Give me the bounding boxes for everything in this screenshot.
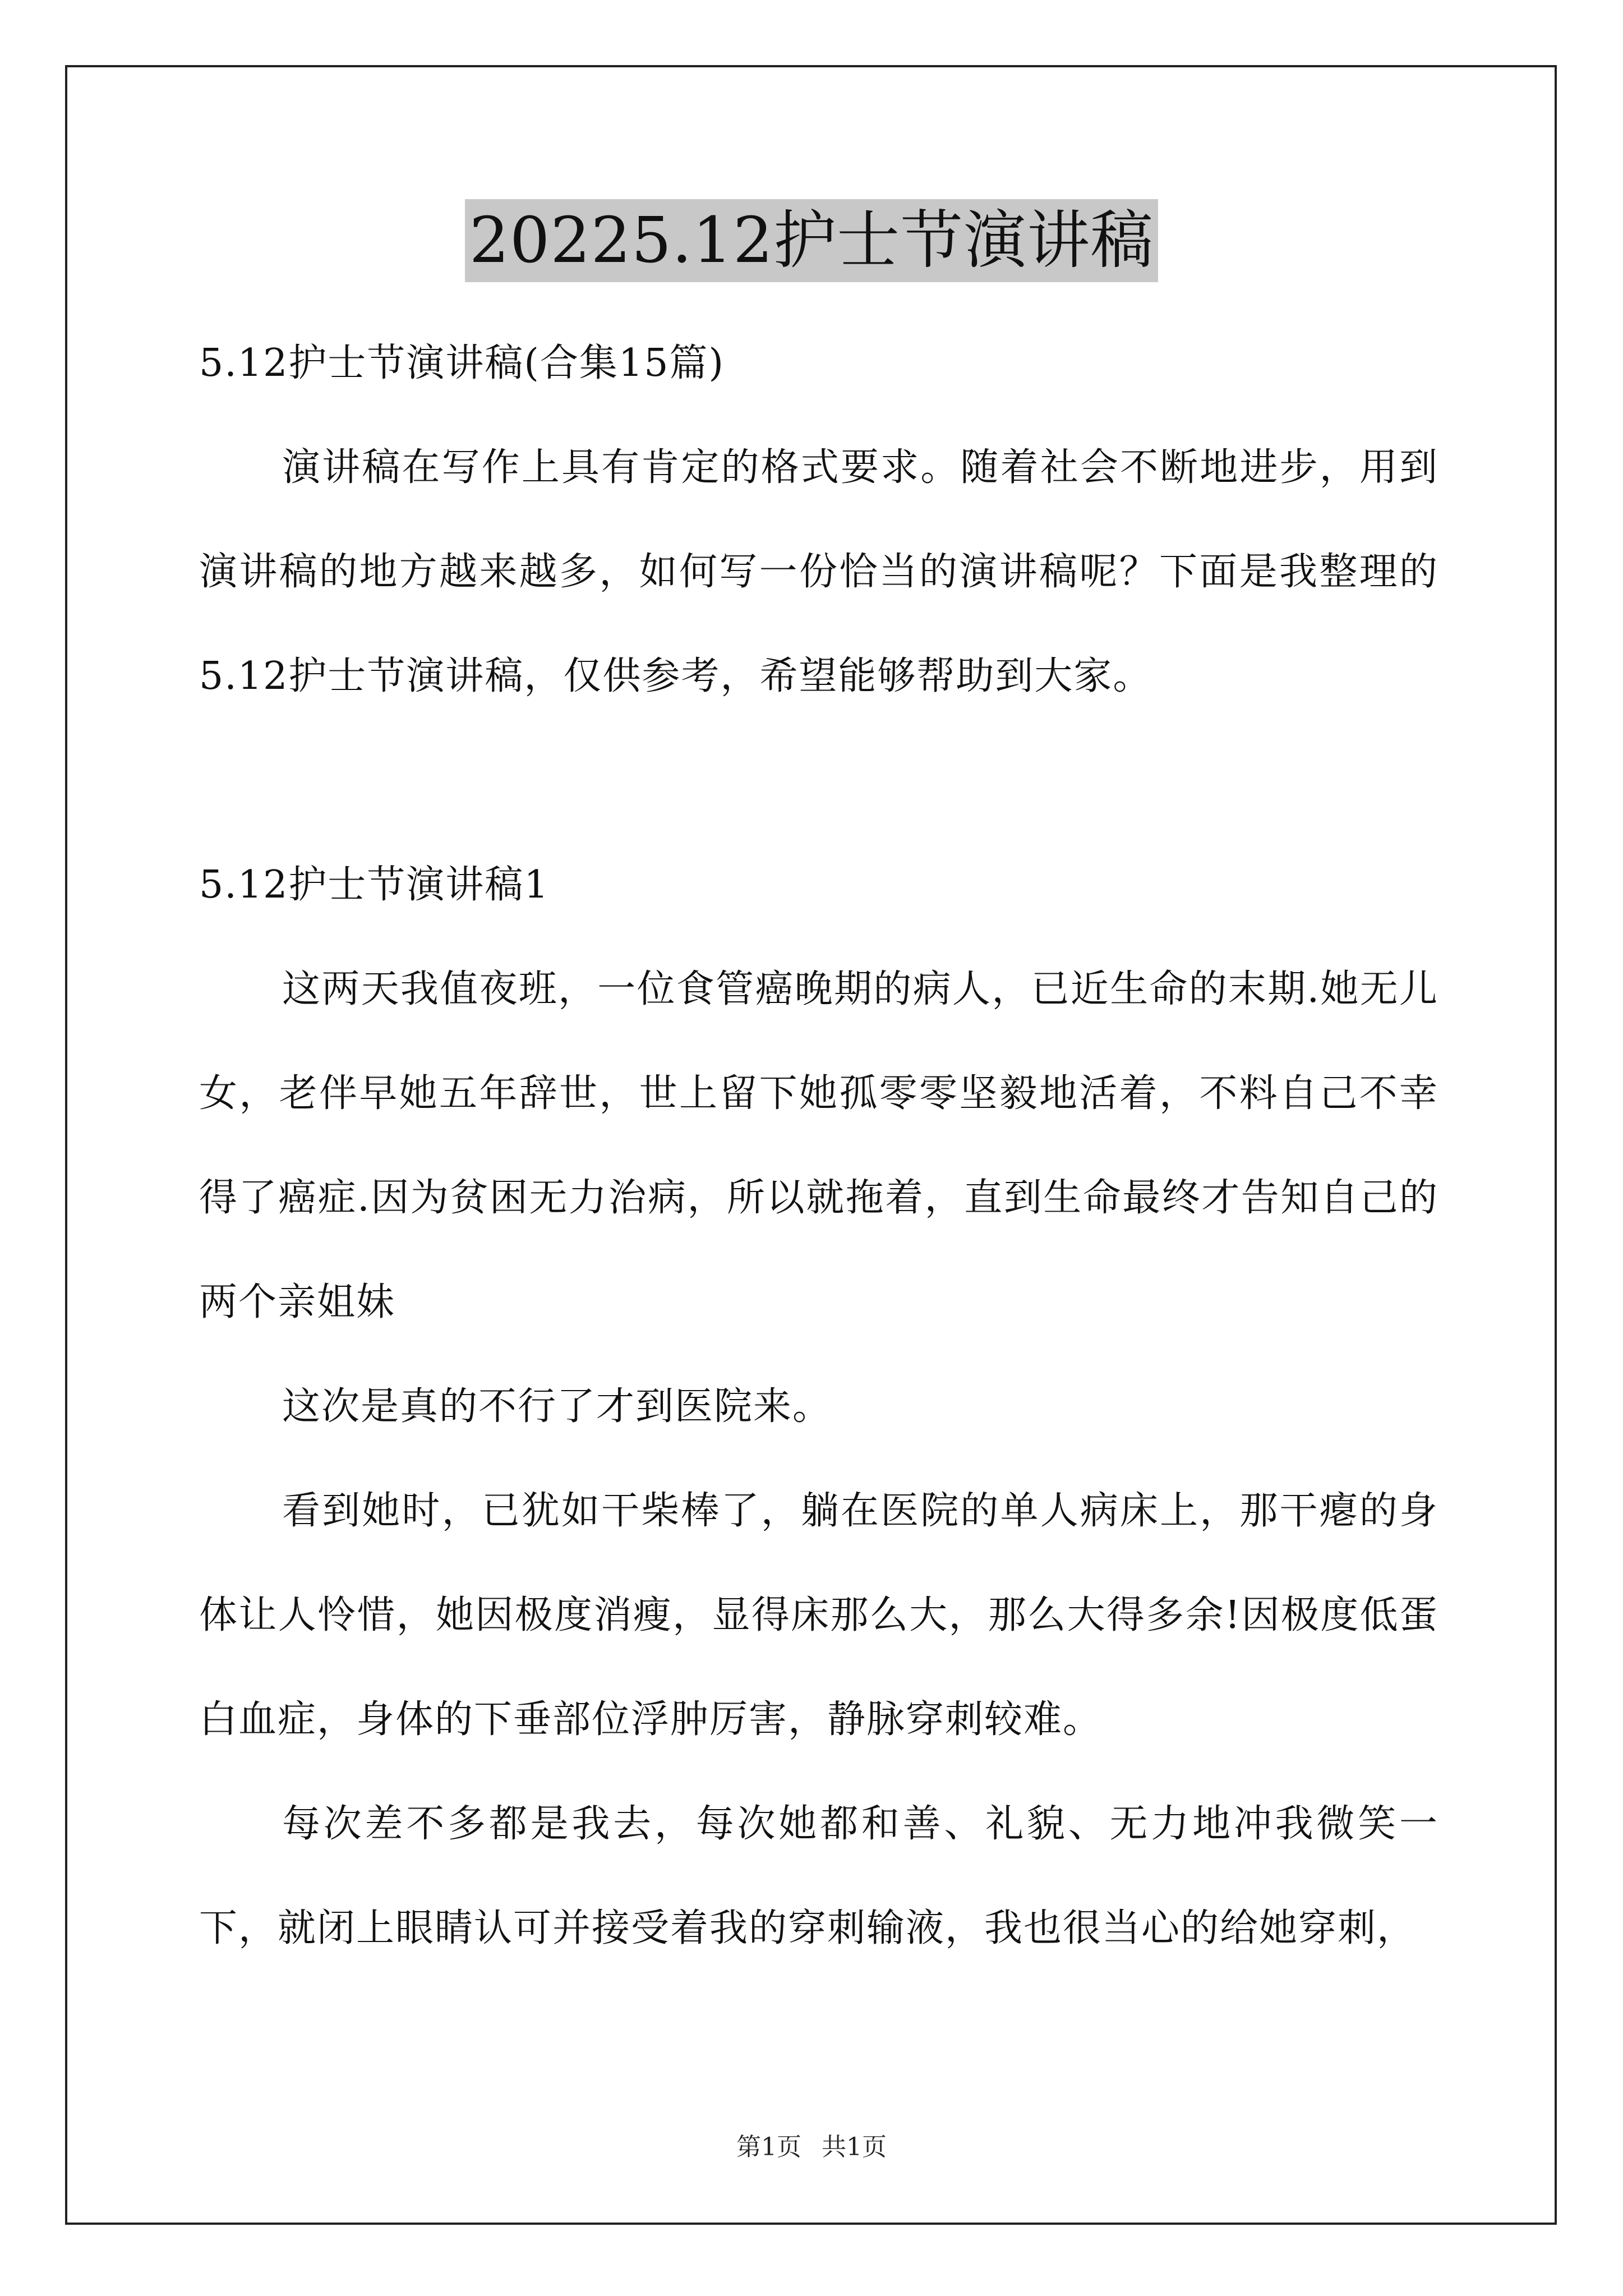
blank-line [199,729,1438,833]
body-paragraph-3: 看到她时，已犹如干柴棒了，躺在医院的单人病床上，那干瘪的身体让人怜惜，她因极度消瘦，显得床那么大，那么大得多余!因极度低蛋白血症，身体的下垂部位浮肿厉害，静脉穿刺较难。 [199,1489,1438,1742]
page-number: 第1页 [736,2133,801,2161]
section-heading: 5.12护士节演讲稿1 [199,863,550,907]
title-container [0,199,1623,282]
intro-paragraph: 演讲稿在写作上具有肯定的格式要求。随着社会不断地进步，用到演讲稿的地方越来越多，如何写一份恰当的演讲稿呢？下面是我整理的5.12护士节演讲稿，仅供参考，希望能够帮助到大家。 [199,445,1438,698]
body-paragraph-2: 这次是真的不行了才到医院来。 [282,1384,832,1429]
document-title: 20225.12护士节演讲稿 [465,199,1158,282]
page-footer [0,2131,1623,2164]
document-body [199,311,1438,1981]
body-paragraph-1: 这两天我值夜班，一位食管癌晚期的病人，已近生命的末期.她无儿女，老伴早她五年辞世，世上留下她孤零零坚毅地活着，不料自己不幸得了癌症.因为贫困无力治病，所以就拖着，直到生命最终才告知自己的两个亲姐妹 [199,967,1438,1324]
document-subtitle: 5.12护士节演讲稿(合集15篇) [199,341,725,385]
page-total: 共1页 [822,2133,887,2161]
body-paragraph-4: 每次差不多都是我去，每次她都和善、礼貌、无力地冲我微笑一下，就闭上眼睛认可并接受着我的穿刺输液，我也很当心的给她穿刺， [199,1802,1438,1950]
